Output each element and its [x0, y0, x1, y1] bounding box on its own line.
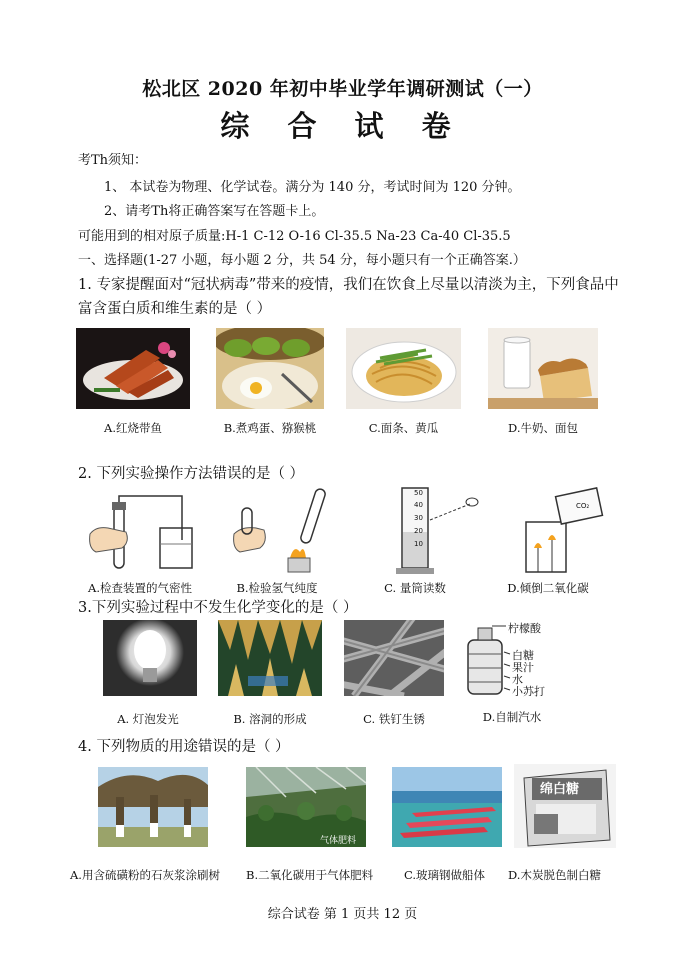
- question-2-stem: 2. 下列实验操作方法错误的是（ ）: [78, 466, 305, 482]
- q3-option-a: A. 灯泡发光: [117, 712, 179, 726]
- page-footer: 综合试卷 第 1 页共 12 页: [267, 907, 418, 922]
- q4-image-boats: [392, 767, 502, 847]
- q1-image-egg-kiwi: [216, 328, 324, 409]
- q4-image-greenhouse: [246, 767, 366, 847]
- q4-image-sugar-bag: [514, 764, 616, 848]
- co2-label: CO₂: [576, 502, 590, 510]
- soda-label-citric-acid: 柠檬酸: [508, 622, 541, 635]
- q1-option-b: B.煮鸡蛋、猕猴桃: [223, 421, 317, 435]
- q2-image-hydrogen-test: [230, 486, 330, 576]
- notice-item-2: 2、请考Th将正确答案写在答题卡上。: [104, 204, 325, 219]
- soda-label-juice: 果汁: [512, 661, 534, 674]
- q2-image-co2-pouring: [508, 486, 608, 576]
- question-4-stem: 4. 下列物质的用途错误的是（ ）: [78, 739, 290, 755]
- question-1-stem-line-2: 富含蛋白质和维生素的是（ ）: [78, 301, 272, 317]
- q1-image-noodles: [346, 328, 461, 409]
- notice-item-1: 1、 本试卷为物理、化学试卷。满分为 140 分，考试时间为 120 分钟。: [104, 180, 521, 195]
- greenhouse-label: 气体肥料: [320, 836, 357, 846]
- q4-option-d: D.木炭脱色制白糖: [508, 868, 601, 882]
- q1-image-milk-bread: [488, 328, 598, 409]
- soda-label-sugar: 白糖: [512, 649, 534, 662]
- cylinder-tick-50: 50: [414, 489, 423, 497]
- notice-heading: 考Th须知：: [78, 153, 148, 168]
- cylinder-tick-10: 10: [414, 540, 423, 548]
- sugar-bag-label: 绵白糖: [540, 782, 580, 797]
- q1-image-fish: [76, 328, 190, 409]
- q3-option-d: D.自制汽水: [482, 710, 542, 724]
- exam-title: 松北区 2020 年初中毕业学年调研测试（一）: [142, 78, 543, 100]
- q3-option-b: B. 溶洞的形成: [233, 712, 307, 726]
- atomic-masses: 可能用到的相对原子质量:H-1 C-12 O-16 Cl-35.5 Na-23 Ca-40 Cl-35.5: [78, 229, 511, 244]
- q4-image-trees: [98, 767, 208, 847]
- q3-image-soda: [464, 620, 560, 698]
- q3-image-bulb: [103, 620, 197, 696]
- q2-option-d: D.倾倒二氧化碳: [507, 581, 589, 595]
- q4-option-b: B.二氧化碳用于气体肥料: [246, 868, 374, 882]
- q2-option-b: B.检验氢气纯度: [236, 581, 318, 595]
- cylinder-tick-30: 30: [414, 514, 423, 522]
- q2-image-cylinder: [386, 482, 486, 576]
- q1-option-d: D.牛奶、面包: [508, 421, 578, 435]
- question-3-stem: 3.下列实验过程中不发生化学变化的是（ ）: [78, 600, 358, 616]
- cylinder-tick-20: 20: [414, 527, 423, 535]
- section-title: 一、选择题(1-27 小题，每小题 2 分，共 54 分，每小题只有一个正确答案.）: [78, 253, 526, 268]
- q4-option-c: C.玻璃钢做船体: [404, 868, 486, 882]
- q3-image-rust-nails: [344, 620, 444, 696]
- q3-image-cave: [218, 620, 322, 696]
- q3-option-c: C. 铁钉生锈: [363, 712, 425, 726]
- q1-option-a: A.红烧带鱼: [104, 421, 162, 435]
- q2-image-airtightness: [86, 492, 196, 576]
- question-1-stem-line-1: 1. 专家提醒面对“冠状病毒”带来的疫情，我们在饮食上尽量以清淡为主，下列食品中: [78, 277, 619, 293]
- q1-option-c: C.面条、黄瓜: [368, 421, 439, 435]
- soda-label-water: 水: [512, 673, 523, 686]
- soda-label-baking-soda: 小苏打: [512, 685, 545, 698]
- q2-option-a: A.检查装置的气密性: [88, 581, 192, 595]
- cylinder-tick-40: 40: [414, 501, 423, 509]
- q2-option-c: C. 量筒读数: [384, 581, 446, 595]
- q4-option-a: A.用含硫磺粉的石灰浆涂刷树: [70, 868, 220, 882]
- exam-subtitle: 综 合 试 卷: [220, 109, 465, 143]
